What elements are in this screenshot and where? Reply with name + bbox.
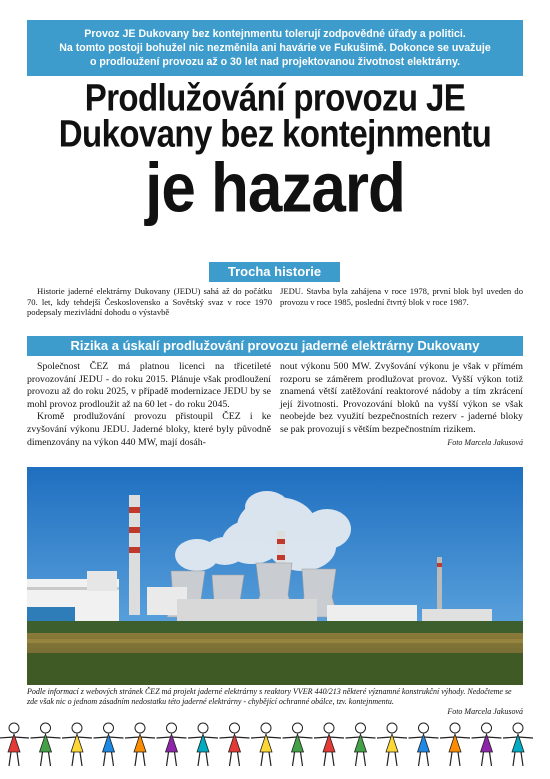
banner-line-1: Provoz JE Dukovany bez kontejnmentu tolerují zodpovědné úřady a politici.: [84, 28, 466, 40]
history-column-1: Historie jaderné elektrárny Dukovany (JEDU) sahá až do počátku 70. let, kdy tehdejší Československo a Sovětský svaz v roce 1970 podepsaly mezivládní dohodu o výstavbě: [27, 286, 272, 318]
main-headline: [0, 76, 550, 228]
intro-banner: [27, 20, 523, 76]
headline-line-3: je hazard: [145, 149, 405, 228]
child-figure: [62, 723, 92, 766]
child-figure: [346, 723, 376, 766]
children-chain-illustration: [0, 718, 550, 774]
power-plant-image: [27, 467, 523, 685]
child-figure: [409, 723, 439, 766]
risks-paragraph-3: nout výkonu 500 MW. Zvyšování výkonu je však v přímém rozporu se záměrem prodlužovat provoz. Vyšší výkon totiž znamená větší zatěžování reaktorové nádoby a tím zkrácení její životnosti. Provozování bloků na vyšší výkon se však neobejde bez využití bezpečnostních rezerv - jaderné bloky se pak provozují s větším bezpečnostním rizikem.: [280, 361, 523, 435]
child-figure: [377, 723, 407, 766]
child-figure: [125, 723, 155, 766]
child-figure: [472, 723, 502, 766]
child-figure: [503, 723, 533, 766]
risks-paragraph-2: Kromě prodlužování provozu přistoupil ČEZ i ke zvyšování výkonu JEDU. Jaderné bloky, které byly původně dimenzovány na výkon 440 MW, mají dosáh-: [27, 411, 271, 448]
history-column-2: JEDU. Stavba byla zahájena v roce 1978, první blok byl uveden do provozu v roce 1985, poslední čtvrtý blok v roce 1987.: [280, 286, 523, 307]
power-plant-photo: [27, 467, 523, 685]
risks-section-title: Rizika a úskalí prodlužování provozu jaderné elektrárny Dukovany: [27, 336, 523, 356]
child-figure: [283, 723, 313, 766]
child-figure: [188, 723, 218, 766]
child-figure: [220, 723, 250, 766]
risks-column-2: [280, 361, 523, 448]
risks-column-1: [27, 361, 271, 449]
child-figure: [94, 723, 124, 766]
photo-credit: Foto Marcela Jakusová: [447, 437, 523, 447]
child-figure: [157, 723, 187, 766]
photo-caption: [27, 687, 523, 717]
children-chain-decoration: [0, 718, 550, 774]
child-figure: [314, 723, 344, 766]
headline-line-2: Dukovany bez kontejnmentu: [58, 112, 492, 155]
banner-line-3: o prodloužení provozu až o 30 let nad projektovanou životnost elektrárny.: [89, 56, 461, 68]
child-figure: [440, 723, 470, 766]
banner-line-2: Na tomto postoji bohužel nic nezměnila ani havárie ve Fukušimě. Dokonce se uvažuje: [59, 42, 491, 54]
caption-credit: Foto Marcela Jakusová: [447, 707, 523, 716]
risks-paragraph-1: Společnost ČEZ má platnou licenci na třicetileté provozování JEDU - do roku 2015. Plánuje však prodloužení provozu až do roku 2025, v případě modernizace JEDU by se mohl provoz prodloužit až na 60 let - do roku 2045.: [27, 361, 271, 410]
child-figure: [251, 723, 281, 766]
history-section-title: Trocha historie: [209, 262, 340, 282]
child-figure: [31, 723, 61, 766]
caption-text: Podle informací z webových stránek ČEZ má projekt jaderné elektrárny s reaktory VVER 440/213 některé významné konstrukční výhody. Nedočteme se zde však nic o jednom zásadním nedostatku této jaderné elektrárny - chybějící ochranné obálce, tzv. kontejnmentu.: [27, 687, 512, 706]
headline-line-1: Prodlužování provozu JE: [84, 76, 466, 119]
child-figure: [0, 723, 29, 766]
